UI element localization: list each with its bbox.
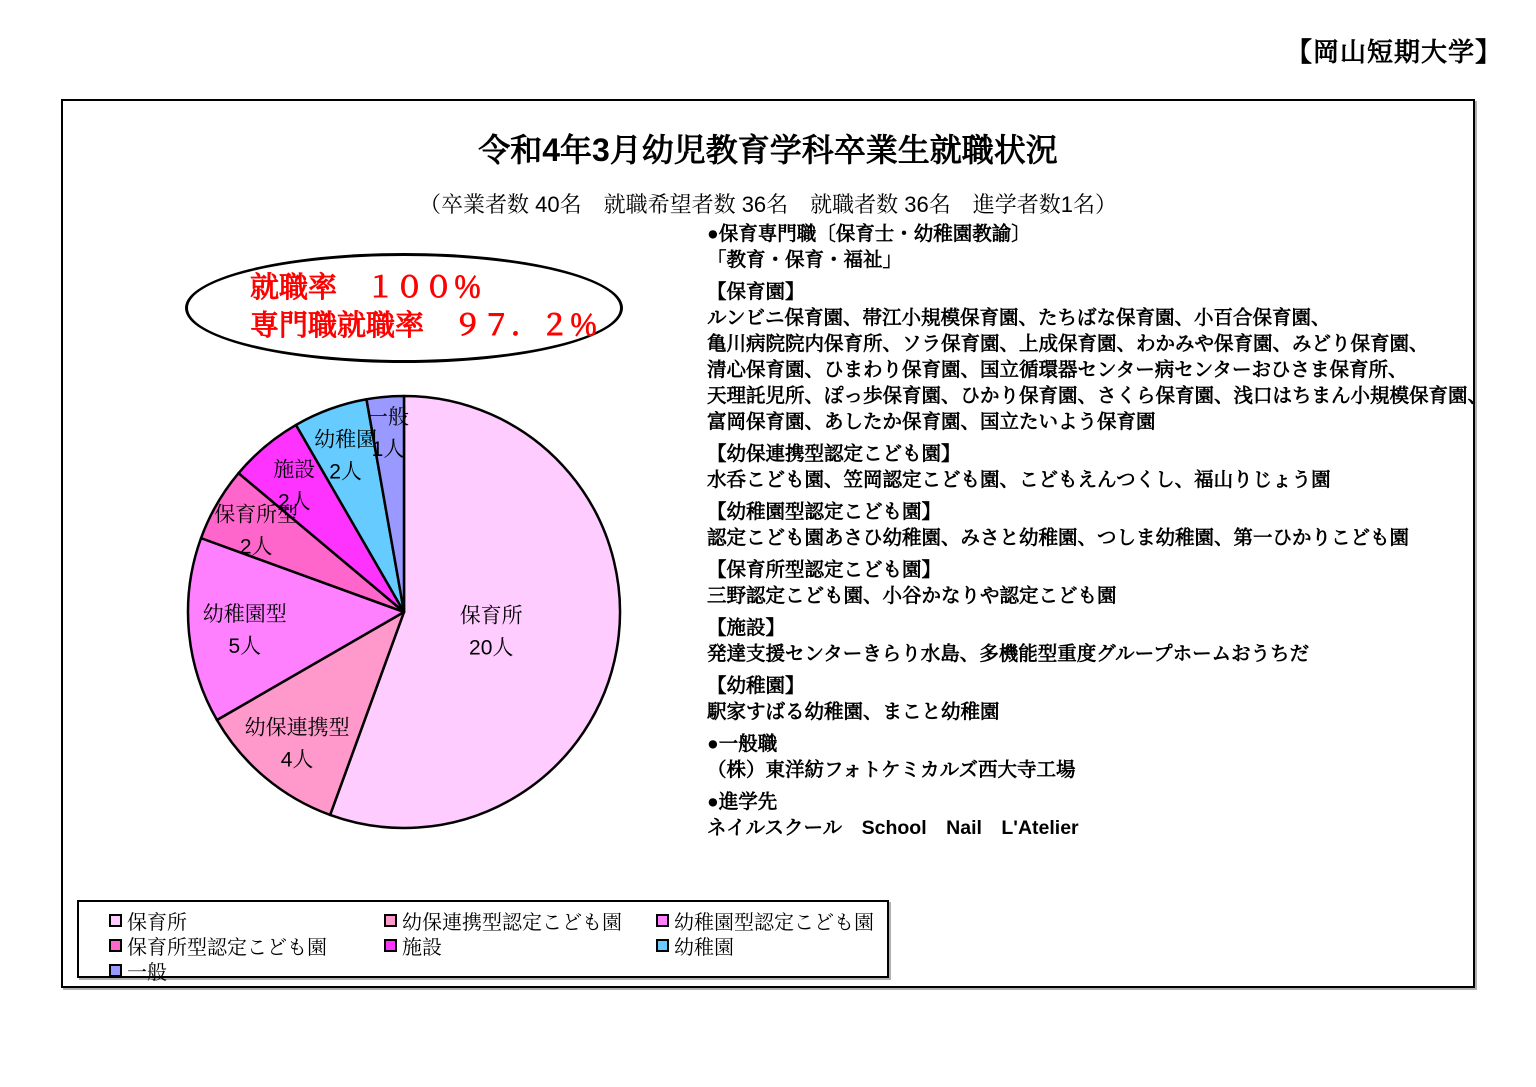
section-header: ●進学先 bbox=[707, 791, 778, 813]
employer-section-8 bbox=[707, 789, 1482, 841]
legend-item-3 bbox=[109, 933, 384, 957]
legend-swatch-icon bbox=[384, 914, 397, 927]
legend-swatch-icon bbox=[384, 939, 397, 952]
page-subtitle: （卒業者数 40名 就職希望者数 36名 就職者数 36名 進学者数1名） bbox=[419, 192, 1117, 217]
section-line: 清心保育園、ひまわり保育園、国立循環器センター病センターおひさま保育所、 bbox=[707, 359, 1408, 381]
legend-item-5 bbox=[656, 933, 887, 957]
legend-swatch-icon bbox=[656, 914, 669, 927]
pie-slice-name-5: 幼稚園 bbox=[314, 428, 378, 452]
employer-section-0 bbox=[707, 221, 1482, 273]
employment-rate-text bbox=[250, 269, 598, 345]
university-tag: 【岡山短期大学】 bbox=[1285, 37, 1502, 67]
pie-chart-area bbox=[184, 392, 624, 832]
pie-slice-value-6: 1人 bbox=[371, 438, 405, 462]
employer-section-6 bbox=[707, 673, 1482, 725]
legend-item-6 bbox=[109, 958, 384, 982]
pie-slice-value-1: 4人 bbox=[280, 748, 314, 772]
page-title: 令和4年3月幼児教育学科卒業生就職状況 bbox=[478, 132, 1058, 168]
legend-label: 保育所型認定こども園 bbox=[127, 936, 327, 959]
legend-swatch-icon bbox=[656, 939, 669, 952]
employment-rate-line2: 専門職就職率 ９７．２％ bbox=[250, 310, 599, 342]
section-line: （株）東洋紡フォトケミカルズ西大寺工場 bbox=[707, 759, 1076, 781]
section-header: 【幼稚園】 bbox=[707, 675, 805, 697]
section-line: ルンビニ保育園、帯江小規模保育園、たちばな保育園、小百合保育園、 bbox=[707, 307, 1331, 329]
section-header: 【保育所型認定こども園】 bbox=[707, 559, 942, 581]
legend-label: 幼稚園 bbox=[674, 936, 734, 959]
employer-section-4 bbox=[707, 557, 1482, 609]
pie-slice-name-4: 施設 bbox=[273, 458, 316, 482]
section-header: 【幼保連携型認定こども園】 bbox=[707, 443, 961, 465]
pie-slice-name-6: 一般 bbox=[367, 406, 409, 430]
section-line: 「教育・保育・福祉」 bbox=[707, 249, 903, 271]
section-line: 発達支援センターきらり水島、多機能型重度グループホームおうちだ bbox=[707, 643, 1310, 665]
legend-label: 幼稚園型認定こども園 bbox=[674, 911, 874, 934]
pie-slice-value-3: 2人 bbox=[239, 535, 273, 559]
legend-label: 保育所 bbox=[127, 911, 187, 934]
legend-item-4 bbox=[384, 933, 656, 957]
section-header: ●一般職 bbox=[707, 733, 778, 755]
pie-slice-name-0: 保育所 bbox=[459, 604, 523, 628]
employer-section-2 bbox=[707, 441, 1482, 493]
pie-slice-value-5: 2人 bbox=[329, 460, 362, 484]
section-line: 天理託児所、ぽっ歩保育園、ひかり保育園、さくら保育園、浅口はちまん小規模保育園、 bbox=[707, 385, 1488, 407]
report-box bbox=[61, 99, 1488, 988]
pie-slice-value-4: 2人 bbox=[277, 490, 311, 514]
legend-item-2 bbox=[656, 908, 887, 932]
legend-item-0 bbox=[109, 908, 384, 932]
section-line: 駅家すばる幼稚園、まこと幼稚園 bbox=[707, 701, 1000, 723]
section-line: ネイルスクール School Nail L'Atelier bbox=[707, 817, 1079, 839]
legend-swatch-icon bbox=[109, 914, 122, 927]
section-line: 認定こども園あさひ幼稚園、みさと幼稚園、つしま幼稚園、第一ひかりこども園 bbox=[707, 527, 1410, 549]
section-header: 【施設】 bbox=[707, 617, 786, 639]
section-header: 【保育園】 bbox=[707, 281, 805, 303]
section-line: 三野認定こども園、小谷かなりや認定こども園 bbox=[707, 585, 1117, 607]
section-line: 亀川病院院内保育所、ソラ保育園、上成保育園、わかみや保育園、みどり保育園、 bbox=[707, 333, 1429, 355]
employer-section-7 bbox=[707, 731, 1482, 783]
employment-rate-ellipse bbox=[185, 253, 623, 363]
pie-slice-value-2: 5人 bbox=[228, 634, 262, 658]
legend-item-1 bbox=[384, 908, 656, 932]
employer-section-1 bbox=[707, 279, 1488, 435]
employment-rate-line1: 就職率 １００％ bbox=[250, 272, 483, 304]
legend-swatch-icon bbox=[109, 939, 122, 952]
pie-slice-name-2: 幼稚園型 bbox=[202, 602, 287, 626]
pie-slice-value-0: 20人 bbox=[469, 636, 514, 660]
legend-swatch-icon bbox=[109, 964, 122, 977]
pie-slice-name-1: 幼保連携型 bbox=[244, 716, 350, 740]
section-line: 水呑こども園、笠岡認定こども園、こどもえんつくし、福山りじょう園 bbox=[707, 469, 1331, 491]
legend-label: 一般 bbox=[127, 961, 167, 984]
legend-box bbox=[77, 900, 889, 984]
employer-section-3 bbox=[707, 499, 1482, 551]
legend-label: 幼保連携型認定こども園 bbox=[402, 911, 622, 934]
section-header: ●保育専門職〔保育士・幼稚園教諭〕 bbox=[707, 223, 1031, 245]
employers-panel bbox=[707, 221, 1488, 841]
legend-label: 施設 bbox=[402, 936, 442, 959]
pie-slice-name-3: 保育所型 bbox=[214, 503, 299, 527]
employer-section-5 bbox=[707, 615, 1482, 667]
pie-chart bbox=[184, 392, 624, 832]
section-header: 【幼稚園型認定こども園】 bbox=[707, 501, 942, 523]
section-line: 富岡保育園、あしたか保育園、国立たいよう保育園 bbox=[707, 411, 1156, 433]
